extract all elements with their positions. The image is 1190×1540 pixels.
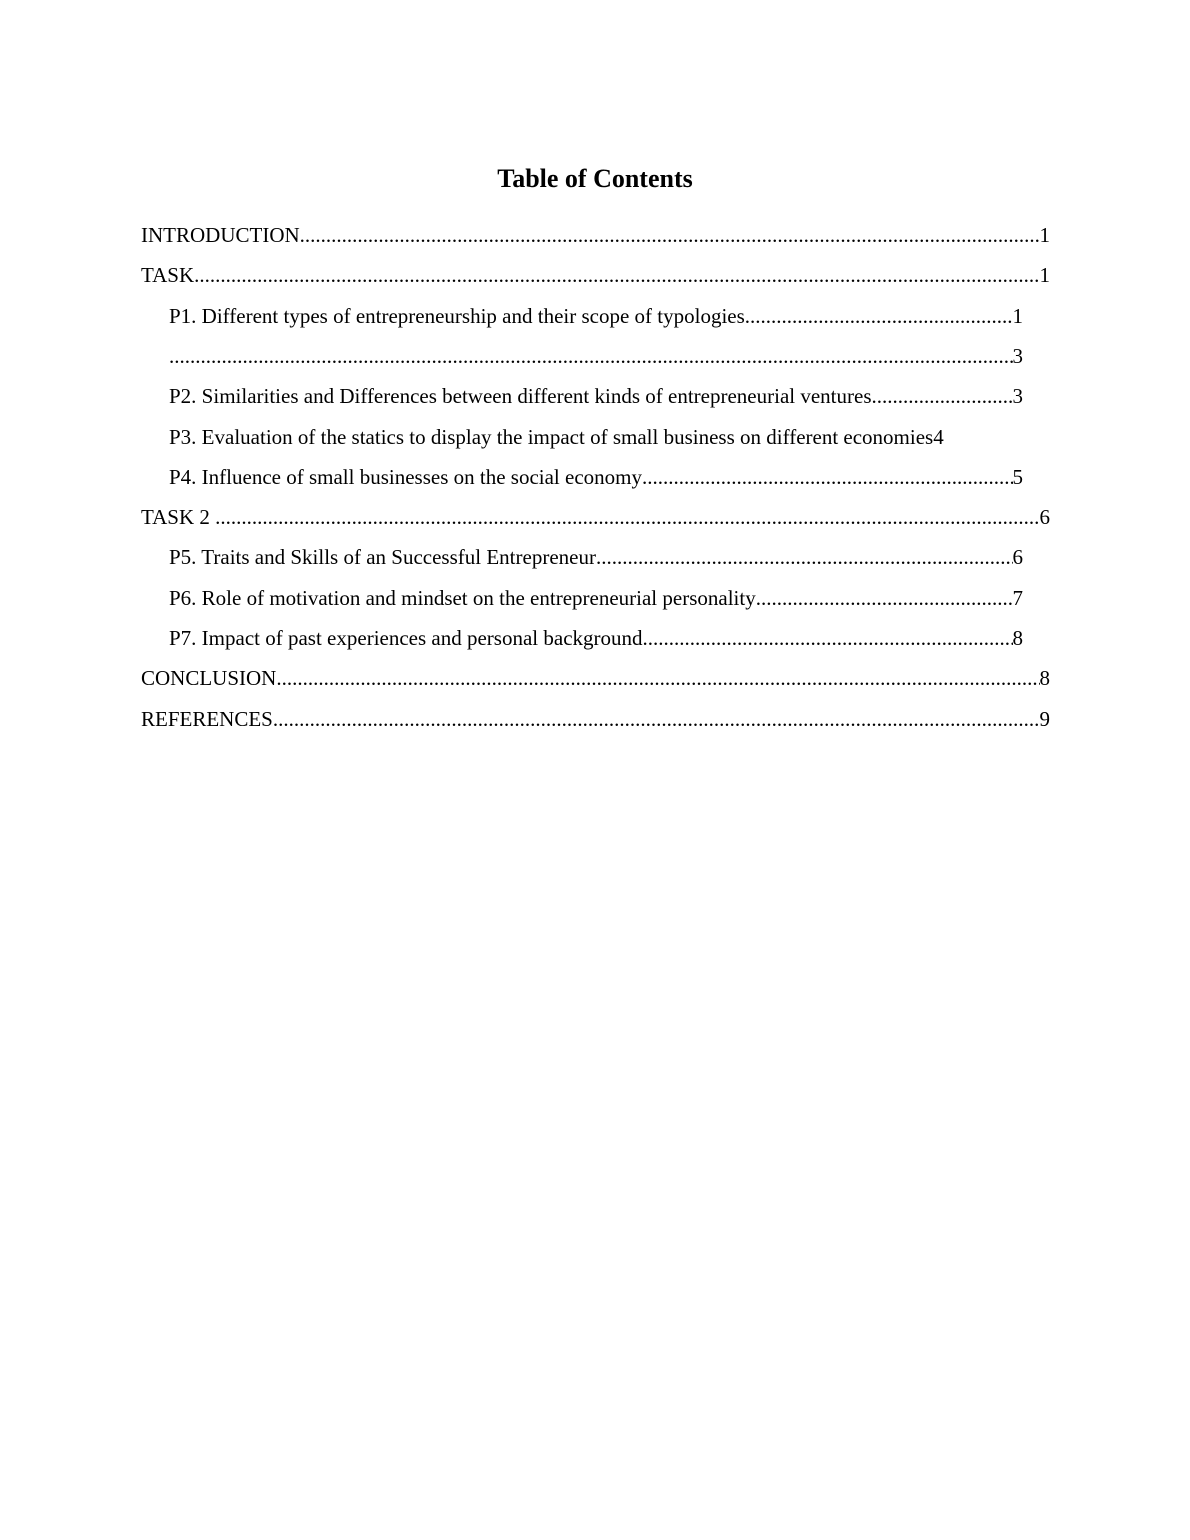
toc-entry-p7[interactable] bbox=[169, 623, 1023, 653]
toc-page-number: 4 bbox=[933, 425, 944, 449]
toc-entry-p5[interactable] bbox=[169, 542, 1023, 572]
toc-entry-text: INTRODUCTION bbox=[141, 223, 300, 247]
toc-entry-p6[interactable] bbox=[169, 583, 1023, 613]
toc-page-number: 3 bbox=[1012, 384, 1023, 408]
toc-page-number: 5 bbox=[1012, 465, 1023, 489]
toc-entry-text: P5. Traits and Skills of an Successful Entrepreneur bbox=[169, 545, 596, 569]
toc-entry-text: P7. Impact of past experiences and personal background bbox=[169, 626, 643, 650]
toc-page-number: 9 bbox=[1039, 707, 1050, 731]
toc-entry-text: REFERENCES bbox=[141, 707, 273, 731]
toc-entry-p3[interactable] bbox=[169, 422, 1031, 452]
toc-dot-leader bbox=[300, 220, 1040, 250]
toc-entry-text: P3. Evaluation of the statics to display the impact of small business on different economies bbox=[169, 425, 934, 449]
toc-entry-conclusion[interactable] bbox=[141, 663, 1050, 693]
toc-dot-leader bbox=[273, 704, 1040, 734]
toc-dot-leader bbox=[872, 381, 1013, 411]
toc-page-number: 1 bbox=[1039, 223, 1050, 247]
toc-page-number: 1 bbox=[1012, 304, 1023, 328]
toc-dot-leader bbox=[596, 542, 1013, 572]
toc-entry-untitled[interactable] bbox=[169, 341, 1023, 371]
toc-dot-leader bbox=[215, 502, 1039, 532]
toc-entry-text: P6. Role of motivation and mindset on the entrepreneurial personality bbox=[169, 586, 756, 610]
toc-page-number: 8 bbox=[1012, 626, 1023, 650]
toc-entry-text: TASK bbox=[141, 263, 195, 287]
toc-page-number: 8 bbox=[1039, 666, 1050, 690]
toc-entry-text: TASK 2 bbox=[141, 505, 216, 529]
toc-page-number: 3 bbox=[1012, 344, 1023, 368]
toc-entry-p2[interactable] bbox=[169, 381, 1023, 411]
toc-dot-leader bbox=[745, 301, 1013, 331]
toc-page-number: 1 bbox=[1039, 263, 1050, 287]
toc-page-number: 6 bbox=[1039, 505, 1050, 529]
toc-page-number: 7 bbox=[1012, 586, 1023, 610]
toc-dot-leader bbox=[276, 663, 1039, 693]
toc-entry-text: CONCLUSION bbox=[141, 666, 277, 690]
toc-entry-introduction[interactable] bbox=[141, 220, 1050, 250]
toc-entry-text: P2. Similarities and Differences between different kinds of entrepreneurial ventures bbox=[169, 384, 872, 408]
toc-entry-references[interactable] bbox=[141, 704, 1050, 734]
toc-entry-p4[interactable] bbox=[169, 462, 1023, 492]
toc-entry-task[interactable] bbox=[141, 260, 1050, 290]
toc-entry-task-2[interactable] bbox=[141, 502, 1050, 532]
toc-title: Table of Contents bbox=[497, 164, 693, 193]
toc-dot-leader bbox=[756, 583, 1013, 613]
toc-entry-text: P1. Different types of entrepreneurship and their scope of typologies bbox=[169, 304, 745, 328]
toc-entry-text: P4. Influence of small businesses on the social economy bbox=[169, 465, 642, 489]
toc-page-number: 6 bbox=[1012, 545, 1023, 569]
toc-dot-leader bbox=[643, 623, 1013, 653]
toc-entry-p1[interactable] bbox=[169, 301, 1023, 331]
toc-dot-leader bbox=[642, 462, 1013, 492]
toc-dot-leader bbox=[169, 341, 1013, 371]
toc-dot-leader bbox=[194, 260, 1039, 290]
